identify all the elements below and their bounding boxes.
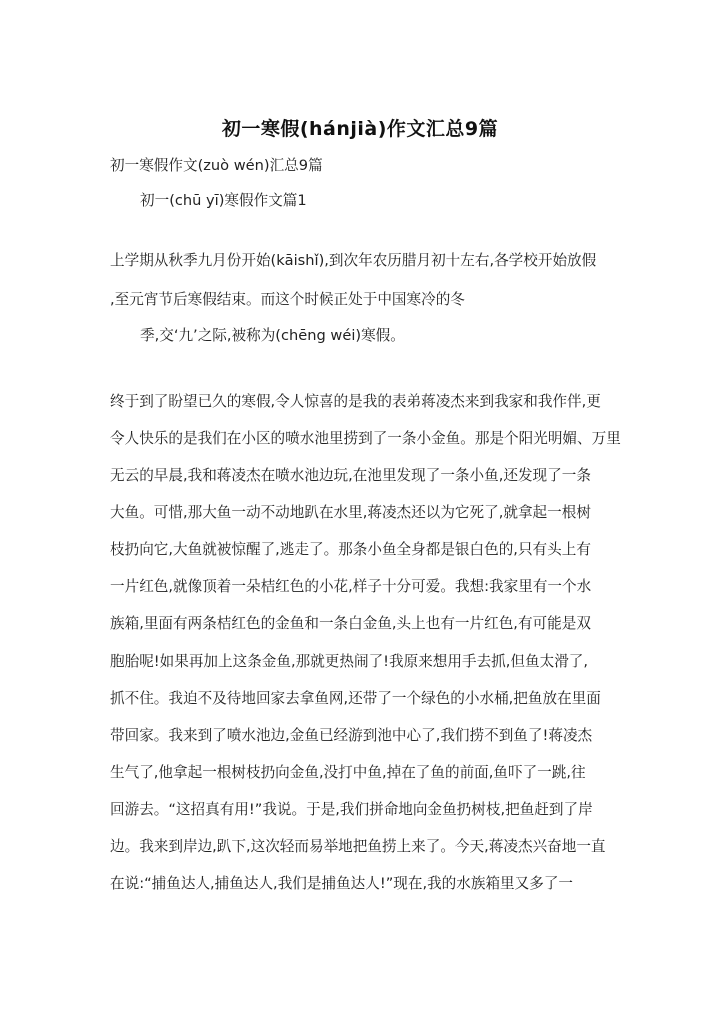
paragraph-line: 令人快乐的是我们在小区的喷水池里捞到了一条小金鱼。那是个阳光明媚、万里 [110,430,621,447]
paragraph-line: 抓不住。我迫不及待地回家去拿鱼网,还带了一个绿色的小水桶,把鱼放在里面 [110,690,601,707]
paragraph-line: 枝扔向它,大鱼就被惊醒了,逃走了。那条小鱼全身都是银白色的,只有头上有 [110,541,591,558]
paragraph-line: 在说:“捕鱼达人,捕鱼达人,我们是捕鱼达人!”现在,我的水族箱里又多了一 [110,875,574,892]
paragraph-line: 大鱼。可惜,那大鱼一动不动地趴在水里,蒋凌杰还以为它死了,就拿起一根树 [110,504,591,521]
paragraph-line: 胞胎呢!如果再加上这条金鱼,那就更热闹了!我原来想用手去抓,但鱼太滑了, [110,653,589,670]
paragraph-line: 回游去。“这招真有用!”我说。于是,我们拼命地向金鱼扔树枝,把鱼赶到了岸 [110,801,593,818]
paragraph-line: ,至元宵节后寒假结束。而这个时候正处于中国寒冷的冬 [110,291,465,308]
paragraph-line: 无云的早晨,我和蒋凌杰在喷水池边玩,在池里发现了一条小鱼,还发现了一条 [110,467,591,484]
paragraph-line: 生气了,他拿起一根树枝扔向金鱼,没打中鱼,掉在了鱼的前面,鱼吓了一跳,往 [110,764,586,781]
paragraph-line: 带回家。我来到了喷水池边,金鱼已经游到池中心了,我们捞不到鱼了!蒋凌杰 [110,727,593,744]
document-title: 初一寒假(hánjià)作文汇总9篇 [221,118,499,140]
paragraph-line: 终于到了盼望已久的寒假,令人惊喜的是我的表弟蒋凌杰来到我家和我作伴,更 [110,393,601,410]
paragraph-line: 季,交‘九’之际,被称为(chēng wéi)寒假。 [140,327,405,344]
document-subtitle: 初一寒假作文(zuò wén)汇总9篇 [110,157,323,174]
paragraph-line: 族箱,里面有两条桔红色的金鱼和一条白金鱼,头上也有一片红色,有可能是双 [110,615,591,632]
paragraph-line: 一片红色,就像顶着一朵桔红色的小花,样子十分可爱。我想:我家里有一个水 [110,578,592,595]
paragraph-line: 上学期从秋季九月份开始(kāishǐ),到次年农历腊月初十左右,各学校开始放假 [110,252,597,269]
paragraph-line: 边。我来到岸边,趴下,这次轻而易举地把鱼捞上来了。今天,蒋凌杰兴奋地一直 [110,838,606,855]
section-heading: 初一(chū yī)寒假作文篇1 [140,192,307,209]
